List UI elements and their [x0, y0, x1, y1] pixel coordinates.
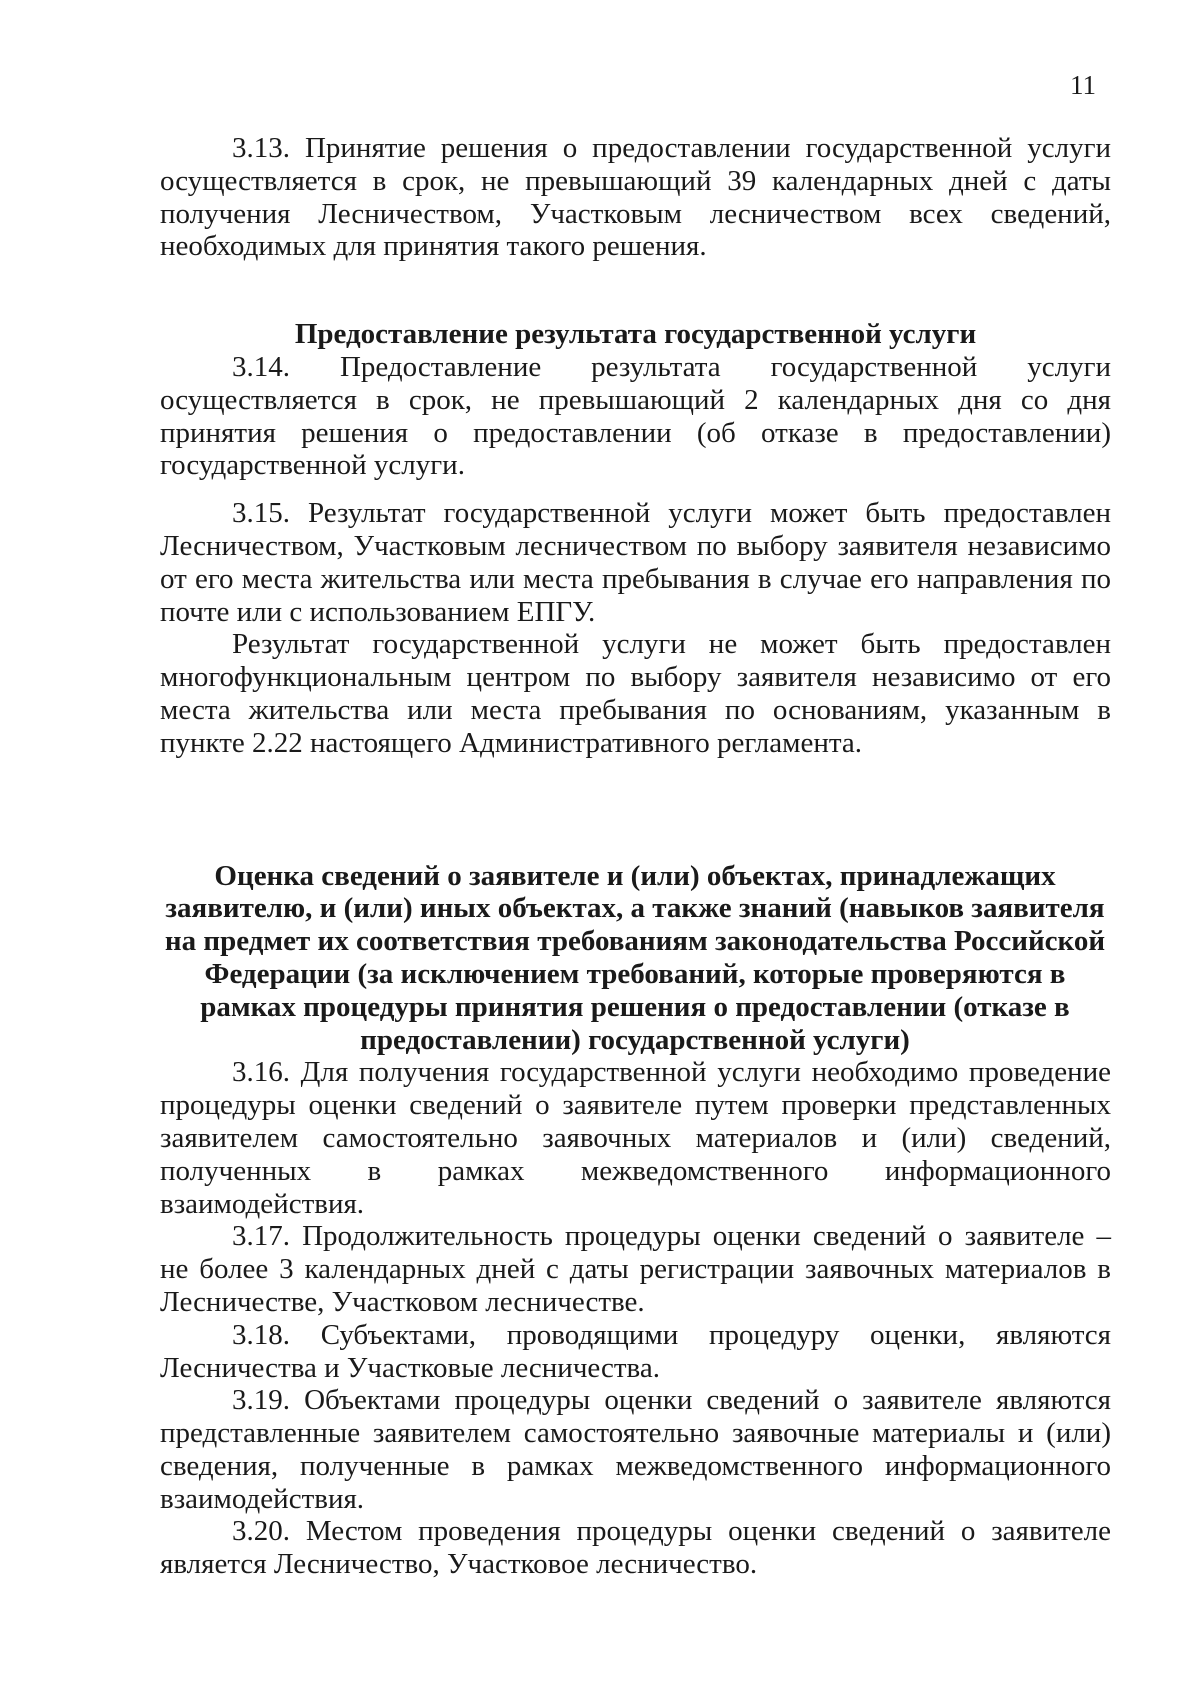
paragraph-3-14: 3.14. Предоставление результата государственной услуги осуществляется в срок, не превышающий 2 календарных дня со дня принятия решения о предоставлении (об отказе в предоставлении) государственной услуги.	[160, 350, 1111, 482]
section-heading-assessment: Оценка сведений о заявителе и (или) объектах, принадлежащих заявителю, и (или) иных объектах, а также знаний (навыков заявителя на предмет их соответствия требованиям законодательства Российской Федерации (за исключением требований, которые проверяются в рамках процедуры принятия решения о предоставлении (отказе в предоставлении) государственной услуги)	[164, 859, 1106, 1056]
paragraph-3-15-continued: Результат государственной услуги не может быть предоставлен многофункциональным центром по выбору заявителя независимо от его места жительства или места пребывания по основаниям, указанным в пункте 2.22 настоящего Административного регламента.	[160, 628, 1111, 759]
paragraph-3-18: 3.18. Субъектами, проводящими процедуру оценки, являются Лесничества и Участковые лесничества.	[160, 1318, 1111, 1384]
paragraph-3-20: 3.20. Местом проведения процедуры оценки сведений о заявителе является Лесничество, Участковое лесничество.	[160, 1515, 1111, 1581]
paragraph-3-17: 3.17. Продолжительность процедуры оценки сведений о заявителе – не более 3 календарных дней с даты регистрации заявочных материалов в Лесничестве, Участковом лесничестве.	[160, 1220, 1111, 1318]
spacer	[160, 482, 1111, 497]
paragraph-3-19: 3.19. Объектами процедуры оценки сведений о заявителе являются представленные заявителем самостоятельно заявочные материалы и (или) сведения, полученные в рамках межведомственного информационного взаимодействия.	[160, 1384, 1111, 1515]
page-number: 11	[1070, 70, 1096, 100]
paragraph-3-16: 3.16. Для получения государственной услуги необходимо проведение процедуры оценки сведений о заявителе путем проверки представленных заявителем самостоятельно заявочных материалов и (или) сведений, полученных в рамках межведомственного информационного взаимодействия.	[160, 1056, 1111, 1220]
spacer	[160, 760, 1111, 860]
page-content	[160, 132, 1111, 1581]
paragraph-3-15: 3.15. Результат государственной услуги может быть предоставлен Лесничеством, Участковым лесничеством по выбору заявителя независимо от его места жительства или места пребывания в случае его направления по почте или с использованием ЕПГУ.	[160, 497, 1111, 628]
section-heading-result: Предоставление результата государственной услуги	[294, 318, 977, 351]
spacer	[160, 263, 1111, 318]
paragraph-3-13: 3.13. Принятие решения о предоставлении государственной услуги осуществляется в срок, не превышающий 39 календарных дней с даты получения Лесничеством, Участковым лесничеством всех сведений, необходимых для принятия такого решения.	[160, 132, 1111, 263]
